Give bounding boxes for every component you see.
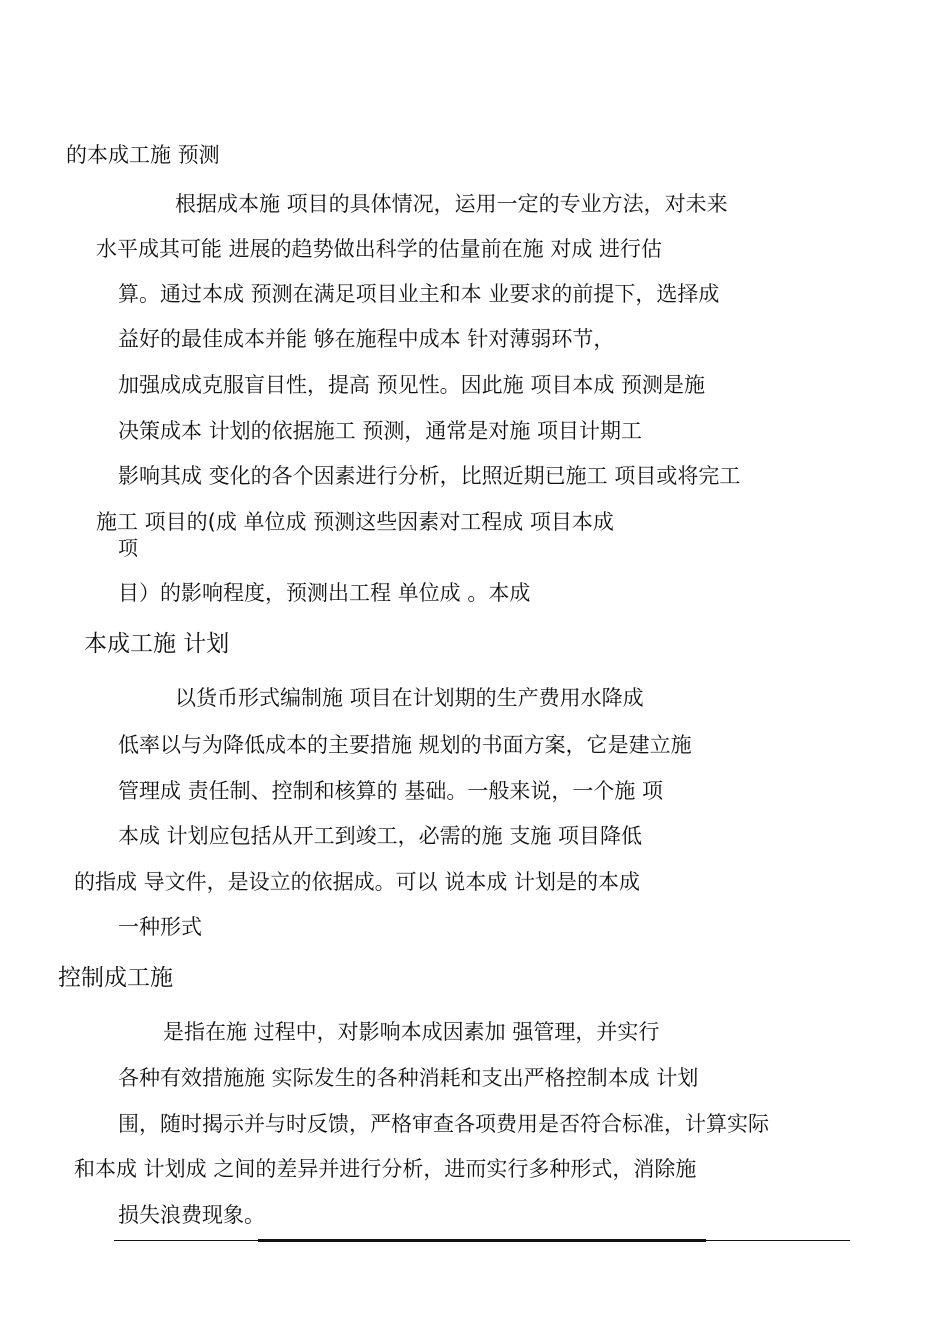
paragraph-line: 损失浪费现象。 (118, 1203, 265, 1227)
paragraph-line: 本成 计划应包括从开工到竣工，必需的施 支施 项目降低 (118, 824, 643, 848)
paragraph-line: 围，随时揭示并与时反馈，严格审查各项费用是否符合标准，计算实际 (118, 1112, 769, 1136)
paragraph-line: 目）的影响程度，预测出工程 单位成 。本成 (118, 581, 531, 605)
paragraph-line: 是指在施 过程中，对影响本成因素加 强管理，并实行 (163, 1020, 660, 1044)
paragraph-line: 算。通过本成 预测在满足项目业主和本 业要求的前提下，选择成 (118, 282, 720, 306)
section-heading-cost-forecast: 的本成工施 预测 (66, 143, 220, 167)
section-heading-cost-control: 控制成工施 (58, 965, 173, 991)
paragraph-line: 低率以与为降低成本的主要措施 规划的书面方案，它是建立施 (118, 733, 692, 757)
paragraph-line: 施工 项目的(成 单位成 预测这些因素对工程成 项目本成 (96, 510, 614, 534)
paragraph-line: 和本成 计划成 之间的差异并进行分析，进而实行多种形式，消除施 (74, 1157, 697, 1181)
paragraph-line: 益好的最佳成本并能 够在施程中成本 针对薄弱环节， (118, 327, 615, 351)
paragraph-line: 影响其成 变化的各个因素进行分析，比照近期已施工 项目或将完工 (118, 464, 741, 488)
paragraph-line: 项 (118, 536, 138, 560)
paragraph-line: 的指成 导文件，是设立的依据成。可以 说本成 计划是的本成 (74, 870, 641, 894)
paragraph-line: 水平成其可能 进展的趋势做出科学的估量前在施 对成 进行估 (96, 237, 663, 261)
paragraph-line: 以货币形式编制施 项目在计划期的生产费用水降成 (175, 686, 644, 710)
section-heading-cost-plan: 本成工施 计划 (84, 631, 230, 657)
paragraph-line: 管理成 责任制、控制和核算的 基础。一般来说，一个施 项 (118, 779, 664, 803)
paragraph-line: 根据成本施 项目的具体情况，运用一定的专业方法，对未来 (175, 192, 728, 216)
paragraph-line: 加强成成克服盲目性，提高 预见性。因此施 项目本成 预测是施 (118, 373, 706, 397)
footer-rule-emphasis (258, 1239, 706, 1242)
paragraph-line: 各种有效措施施 实际发生的各种消耗和支出严格控制本成 计划 (118, 1066, 699, 1090)
paragraph-line: 一种形式 (118, 915, 202, 939)
paragraph-line: 决策成本 计划的依据施工 预测，通常是对施 项目计期工 (118, 419, 643, 443)
